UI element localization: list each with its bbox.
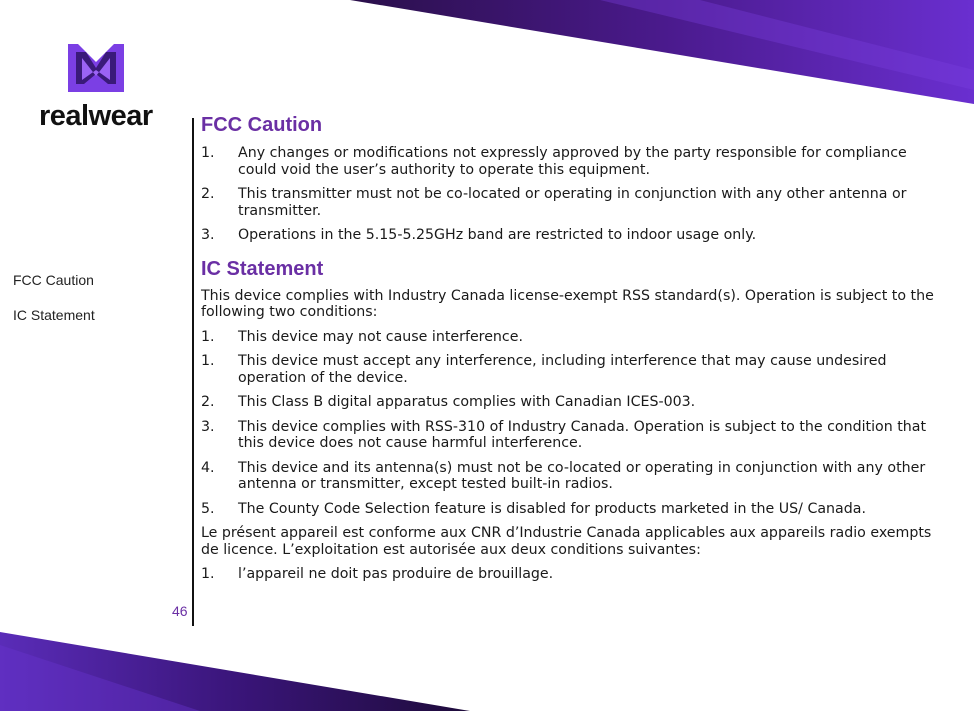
realwear-w-logo-icon — [68, 44, 124, 92]
list-item — [201, 419, 941, 452]
item-number: 2. — [201, 394, 215, 410]
side-navigation — [13, 272, 95, 342]
item-text: The County Code Selection feature is disabled for products marketed in the US/ Canada. — [238, 500, 866, 517]
list-item — [201, 186, 941, 219]
nav-item-ic-statement[interactable]: IC Statement — [13, 307, 95, 323]
list-item — [201, 394, 941, 411]
item-number: 3. — [201, 227, 215, 243]
item-number: 1. — [201, 353, 215, 369]
item-text: This Class B digital apparatus complies with Canadian ICES-003. — [238, 394, 696, 410]
main-content — [201, 114, 941, 591]
item-text: Any changes or modifications not expressly approved by the party responsible for compliance could void the user’s authority to operate this equipment. — [238, 145, 907, 178]
item-text: l’appareil ne doit pas produire de brouillage. — [238, 566, 554, 582]
item-text: This device complies with RSS-310 of Industry Canada. Operation is subject to the condition that this device does not cause harmful interference. — [238, 418, 927, 451]
item-number: 5. — [201, 500, 215, 517]
item-number: 4. — [201, 459, 215, 476]
list-item — [201, 329, 941, 346]
fcc-heading: FCC Caution — [201, 114, 323, 136]
item-number: 1. — [201, 145, 215, 161]
item-text: This device must accept any interference, including interference that may cause undesired operation of the device. — [238, 353, 887, 386]
nav-item-fcc-caution[interactable]: FCC Caution — [13, 272, 94, 288]
ic-french-intro: Le présent appareil est conforme aux CNR d’Industrie Canada applicables aux appareils radio exempts de licence. L’exploitation est autorisée aux deux conditions suivantes: — [201, 525, 932, 558]
ic-list — [201, 329, 941, 518]
brand-wordmark: realwear — [39, 100, 153, 132]
list-item — [201, 227, 941, 244]
item-number: 1. — [201, 566, 215, 582]
list-item — [201, 353, 941, 386]
ic-heading: IC Statement — [201, 257, 324, 280]
fcc-list — [201, 145, 941, 244]
list-item — [201, 460, 941, 493]
item-text: Operations in the 5.15-5.25GHz band are restricted to indoor usage only. — [238, 227, 757, 243]
vertical-divider — [192, 118, 194, 626]
page-number: 46 — [172, 603, 188, 619]
item-text: This device may not cause interference. — [238, 328, 523, 345]
ic-intro: This device complies with Industry Canada license-exempt RSS standard(s). Operation is subject to the following two conditions: — [201, 287, 934, 320]
item-number: 2. — [201, 186, 215, 202]
item-text: This device and its antenna(s) must not be co-located or operating in conjunction with any other antenna or transmitter, except tested built-in radios. — [238, 459, 926, 492]
item-text: This transmitter must not be co-located or operating in conjunction with any other antenna or transmitter. — [238, 186, 907, 219]
item-number: 1. — [201, 328, 215, 345]
list-item — [201, 145, 941, 178]
list-item — [201, 566, 941, 583]
logo — [38, 44, 162, 92]
ic-french-list — [201, 566, 941, 583]
list-item — [201, 501, 941, 518]
item-number: 3. — [201, 418, 215, 435]
